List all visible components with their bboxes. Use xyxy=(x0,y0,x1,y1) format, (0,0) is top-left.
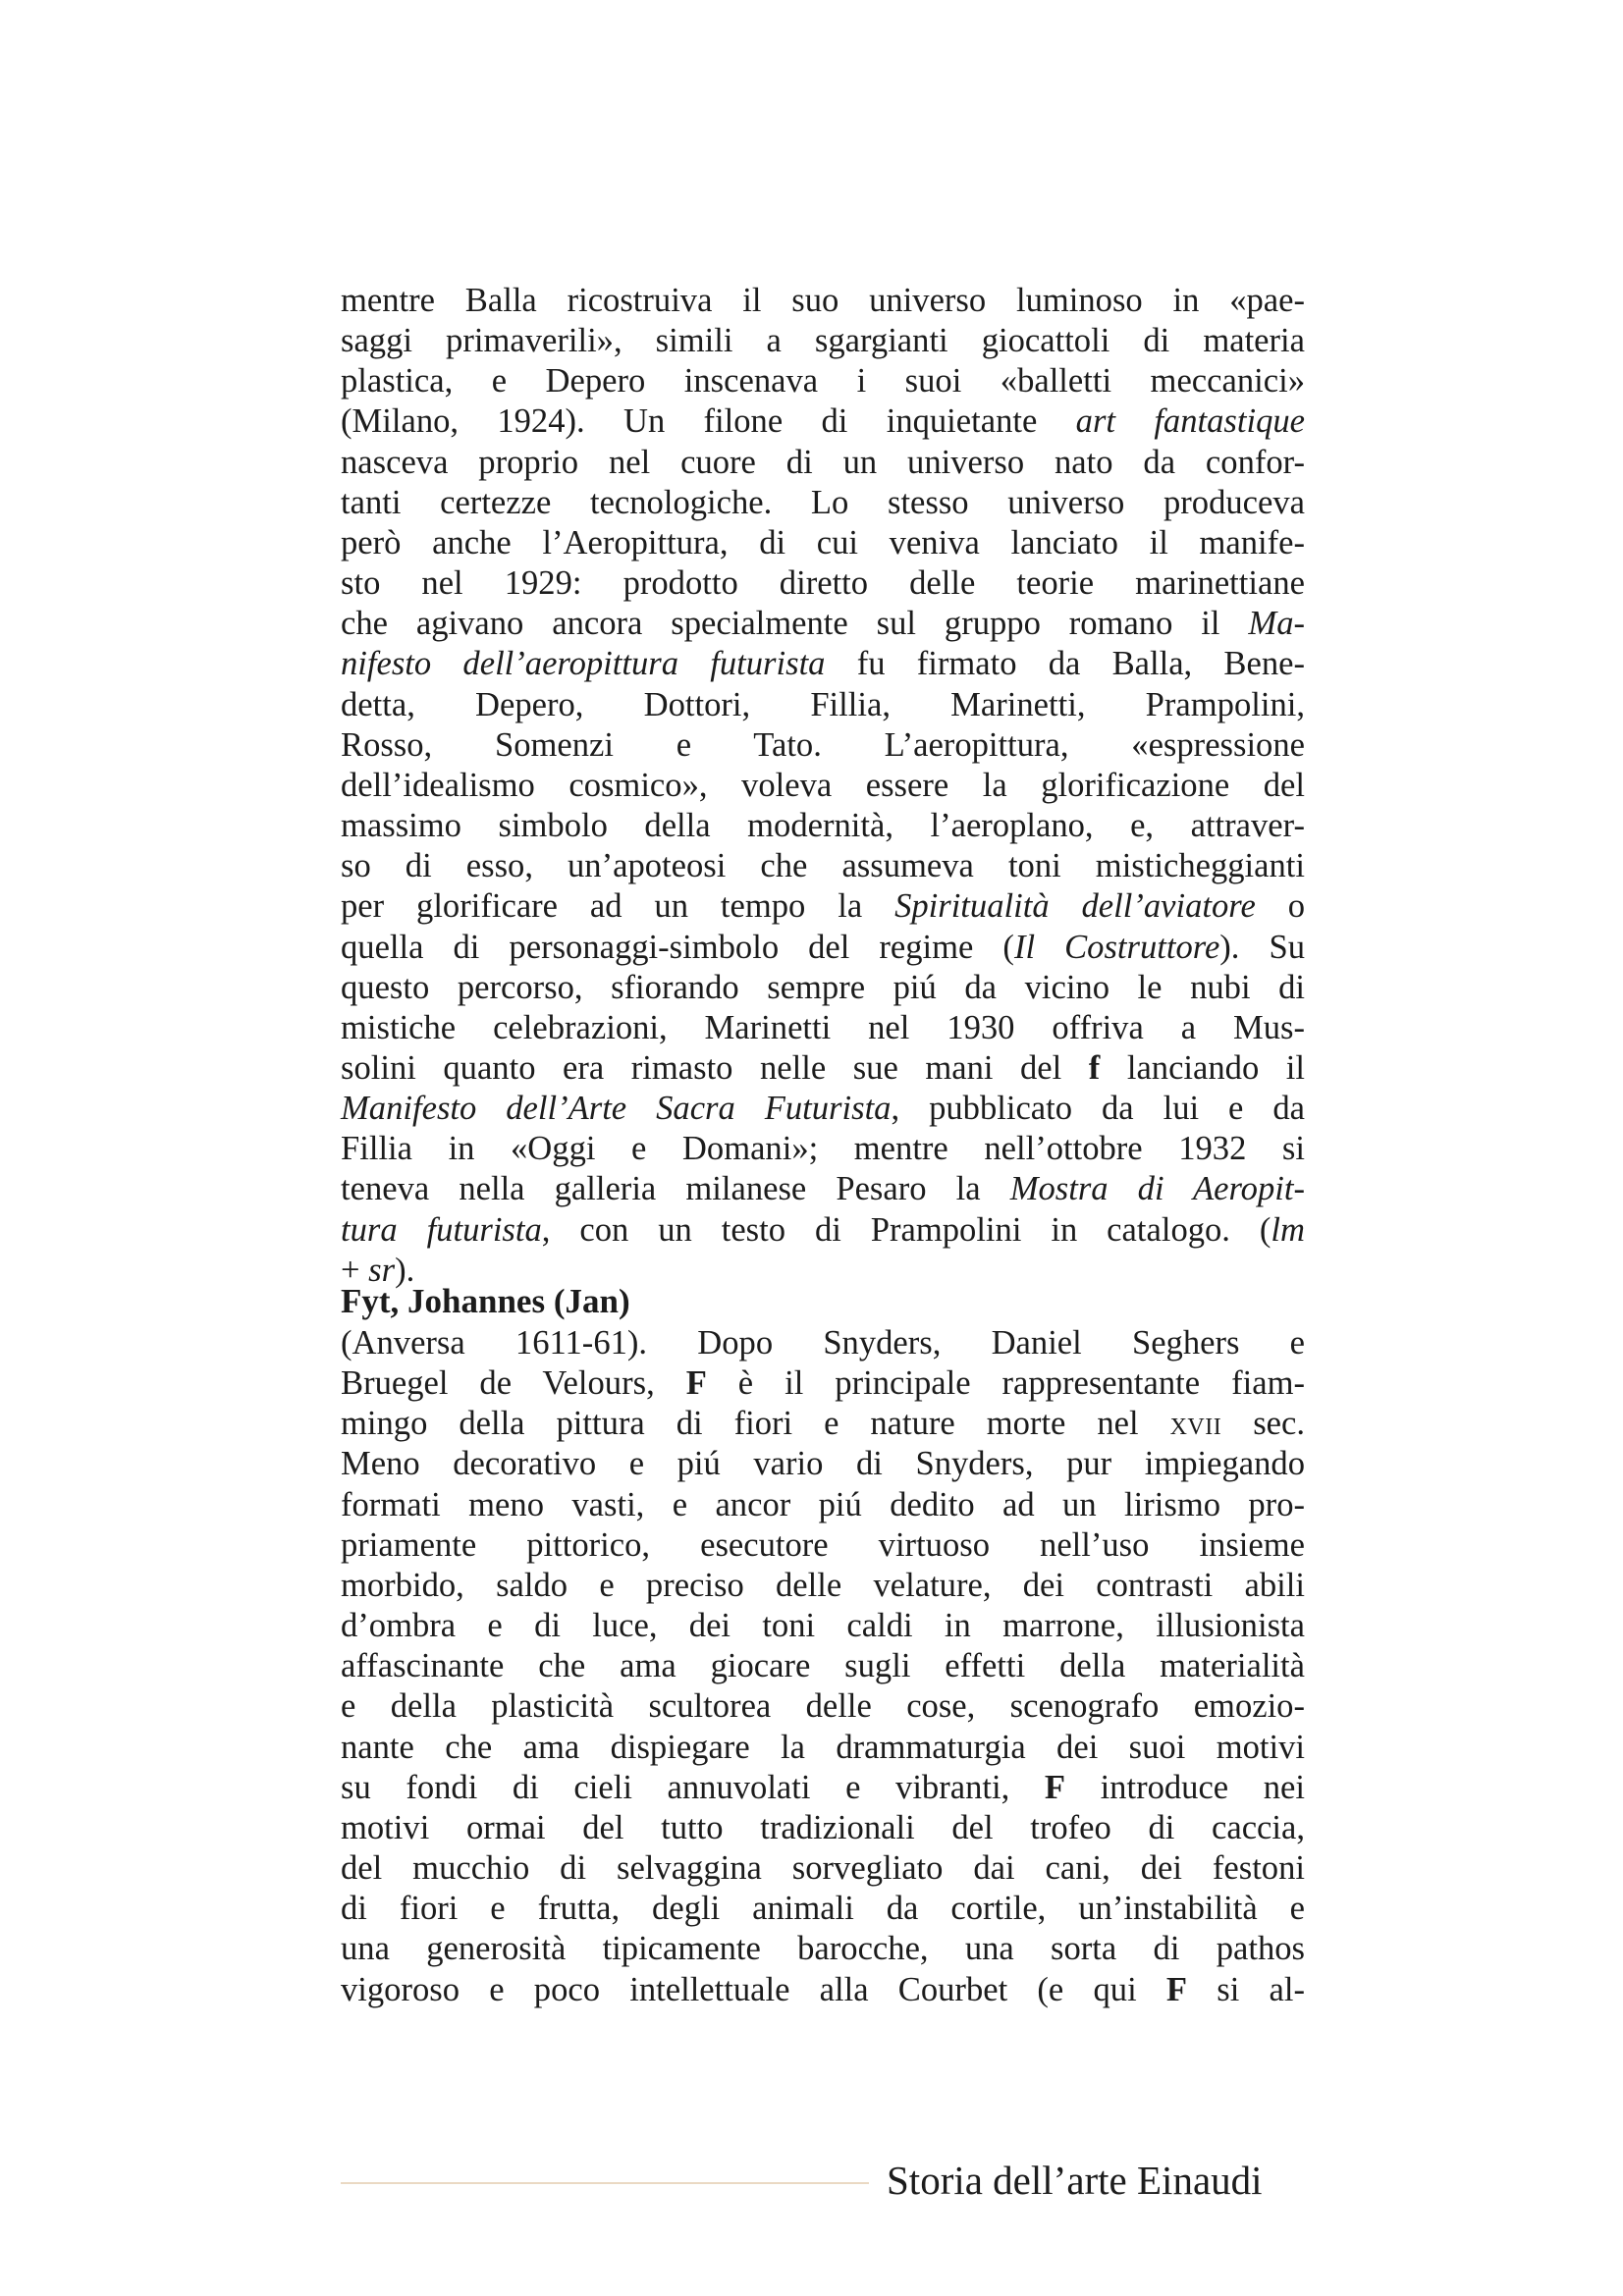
text-run: vigoroso e poco intellettuale alla Courbet (e qui xyxy=(341,1970,1166,2008)
text-run: Meno decorativo e piú vario di Snyders, pur impiegando xyxy=(341,1445,1305,1483)
text-run: formati meno vasti, e ancor piú dedito ad un lirismo pro- xyxy=(341,1485,1305,1523)
text-line xyxy=(341,1048,1305,1089)
text-line xyxy=(341,766,1305,806)
text-line xyxy=(341,1444,1305,1484)
text-line xyxy=(341,401,1305,442)
text-run: si al- xyxy=(1187,1970,1305,2008)
bold-run: f xyxy=(1088,1048,1101,1087)
text-run: tanti certezze tecnologiche. Lo stesso universo produceva xyxy=(341,483,1305,521)
text-line xyxy=(341,1089,1305,1129)
text-line xyxy=(341,281,1305,321)
text-line xyxy=(341,1566,1305,1606)
text-run: di fiori e frutta, degli animali da cortile, un’instabilità e xyxy=(341,1890,1305,1928)
text-run: (Milano, 1924). Un filone di inquietante xyxy=(341,402,1076,441)
text-run: Rosso, Somenzi e Tato. L’aeropittura, «espressione xyxy=(341,725,1305,764)
italic-run: Mostra di Aeropit- xyxy=(1009,1170,1305,1208)
text-line xyxy=(341,523,1305,563)
text-line xyxy=(341,806,1305,846)
italic-run: sr xyxy=(368,1251,396,1289)
text-run: però anche l’Aeropittura, di cui veniva lanciato il manife- xyxy=(341,523,1305,561)
text-run: del mucchio di selvaggina sorvegliato dai cani, dei festoni xyxy=(341,1849,1305,1888)
text-run: introduce nei xyxy=(1064,1768,1305,1806)
text-run: lanciando il xyxy=(1100,1048,1305,1087)
text-run: per glorificare ad un tempo la xyxy=(341,887,895,926)
text-line xyxy=(341,1210,1305,1251)
text-line xyxy=(341,1129,1305,1169)
text-line xyxy=(341,321,1305,361)
bold-run: F xyxy=(1165,1970,1188,2008)
italic-run: tura futurista xyxy=(341,1210,542,1249)
text-run: mistiche celebrazioni, Marinetti nel 1930 offriva a Mus- xyxy=(341,1008,1305,1046)
text-run: priamente pittorico, esecutore virtuoso nell’uso insieme xyxy=(341,1525,1305,1564)
text-run: nante che ama dispiegare la drammaturgia dei suoi motivi xyxy=(341,1728,1305,1766)
text-run: solini quanto era rimasto nelle sue mani del xyxy=(341,1048,1089,1087)
text-line xyxy=(341,1363,1305,1404)
text-run: è il principale rappresentante fiam- xyxy=(706,1364,1305,1403)
text-run: una generosità tipicamente barocche, una sorta di pathos xyxy=(341,1930,1305,1968)
text-run: Bruegel de Velours, xyxy=(341,1364,686,1403)
text-line xyxy=(341,1525,1305,1566)
text-line xyxy=(341,1686,1305,1727)
italic-run: lm xyxy=(1271,1210,1305,1249)
footer-rule xyxy=(341,2182,869,2184)
text-line xyxy=(341,886,1305,927)
text-line xyxy=(341,1889,1305,1929)
text-line xyxy=(341,685,1305,725)
text-run: dell’idealismo cosmico», voleva essere la glorificazione del xyxy=(341,766,1305,804)
footer-title: Storia dell’arte Einaudi xyxy=(887,2158,1263,2203)
text-line xyxy=(341,1485,1305,1525)
italic-run: nifesto dell’aeropittura futurista xyxy=(341,645,826,683)
text-run: ). xyxy=(395,1251,415,1289)
text-line xyxy=(341,604,1305,644)
small-caps-run: xvii xyxy=(1169,1405,1222,1443)
text-run: saggi primaverili», simili a sgargianti giocattoli di materia xyxy=(341,322,1305,360)
text-run: sec. xyxy=(1221,1405,1305,1443)
bold-run: F xyxy=(1044,1768,1065,1806)
text-run: , pubblicato da lui e da xyxy=(891,1090,1305,1128)
text-run: massimo simbolo della modernità, l’aeroplano, e, attraver- xyxy=(341,807,1305,845)
text-line xyxy=(341,1404,1305,1444)
text-run: so di esso, un’apoteosi che assumeva toni misticheggianti xyxy=(341,847,1305,885)
text-line xyxy=(341,1728,1305,1768)
text-run: Fillia in «Oggi e Domani»; mentre nell’ottobre 1932 si xyxy=(341,1130,1305,1168)
text-run: motivi ormai del tutto tradizionali del trofeo di caccia, xyxy=(341,1808,1305,1846)
bold-run: F xyxy=(685,1364,707,1403)
italic-run: Spiritualità dell’aviatore xyxy=(894,887,1256,926)
text-run: plastica, e Depero inscenava i suoi «balletti meccanici» xyxy=(341,362,1305,400)
text-run: o xyxy=(1255,887,1305,926)
italic-run: Il Costruttore xyxy=(1013,928,1220,966)
text-run: teneva nella galleria milanese Pesaro la xyxy=(341,1170,1010,1208)
text-line xyxy=(341,563,1305,604)
text-line xyxy=(341,443,1305,483)
italic-run: art fantastique xyxy=(1075,402,1305,441)
text-line xyxy=(341,846,1305,886)
text-run: fu firmato da Balla, Bene- xyxy=(825,645,1305,683)
text-run: mingo della pittura di fiori e nature morte nel xyxy=(341,1405,1170,1443)
italic-run: Ma- xyxy=(1248,605,1305,643)
text-line xyxy=(341,1169,1305,1209)
text-line xyxy=(341,1606,1305,1646)
text-run: , con un testo di Prampolini in catalogo. ( xyxy=(541,1210,1271,1249)
text-run: affascinante che ama giocare sugli effetti della materialità xyxy=(341,1647,1305,1685)
text-run: mentre Balla ricostruiva il suo universo luminoso in «pae- xyxy=(341,282,1305,319)
paragraph-fyt-entry xyxy=(341,1323,1305,2010)
text-run: sto nel 1929: prodotto diretto delle teorie marinettiane xyxy=(341,564,1305,603)
text-line xyxy=(341,483,1305,523)
text-line xyxy=(341,1008,1305,1048)
text-line xyxy=(341,1970,1305,2010)
text-line xyxy=(341,928,1305,968)
text-run: + xyxy=(341,1251,369,1289)
text-run: morbido, saldo e preciso delle velature, dei contrasti abili xyxy=(341,1566,1305,1604)
text-line xyxy=(341,644,1305,684)
text-run: nasceva proprio nel cuore di un universo nato da confor- xyxy=(341,443,1305,481)
text-run: d’ombra e di luce, dei toni caldi in marrone, illusionista xyxy=(341,1607,1305,1645)
text-line xyxy=(341,1323,1305,1363)
text-run: su fondi di cieli annuvolati e vibranti, xyxy=(341,1768,1045,1806)
text-line xyxy=(341,1768,1305,1808)
text-run: e della plasticità scultorea delle cose, scenografo emozio- xyxy=(341,1687,1305,1726)
text-run: ). Su xyxy=(1219,928,1306,966)
text-run: che agivano ancora specialmente sul gruppo romano il xyxy=(341,605,1249,643)
text-line xyxy=(341,1646,1305,1686)
text-line xyxy=(341,725,1305,766)
text-line xyxy=(341,361,1305,401)
text-line xyxy=(341,1848,1305,1889)
entry-heading: Fyt, Johannes (Jan) xyxy=(341,1282,630,1320)
text-line xyxy=(341,1929,1305,1969)
text-line xyxy=(341,1808,1305,1848)
text-run: quella di personaggi-simbolo del regime ( xyxy=(341,928,1014,966)
italic-run: Manifesto dell’Arte Sacra Futurista xyxy=(341,1090,892,1128)
text-run: detta, Depero, Dottori, Fillia, Marinetti, Prampolini, xyxy=(341,685,1305,723)
paragraph-futurismo-continuation xyxy=(341,281,1305,1291)
text-line xyxy=(341,968,1305,1008)
text-run: questo percorso, sfiorando sempre piú da vicino le nubi di xyxy=(341,968,1305,1006)
text-run: (Anversa 1611-61). Dopo Snyders, Daniel Seghers e xyxy=(341,1324,1305,1362)
